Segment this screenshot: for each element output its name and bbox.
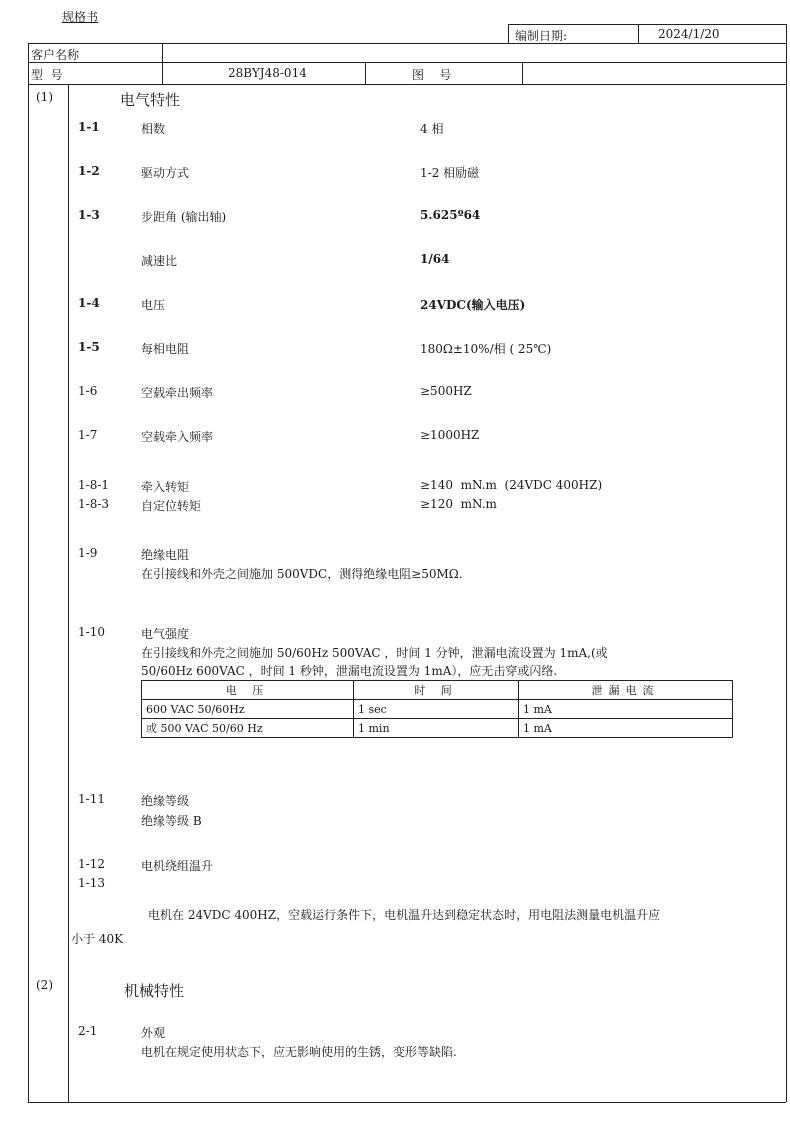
drawing-label: 图 号 (412, 68, 452, 82)
header-line-2 (28, 62, 786, 63)
header-line-1 (28, 43, 786, 44)
spec-number: 1-1 (78, 120, 100, 134)
spec-number: 1-5 (78, 340, 100, 354)
spec-label: 步距角 (输出轴) (141, 210, 227, 224)
table-cell: 或 500 VAC 50/60 Hz (142, 719, 354, 738)
spec-description: 电机在规定使用状态下，应无影响使用的生锈，变形等缺陷. (141, 1045, 457, 1059)
spec-value: ≥120 mN.m (420, 497, 497, 511)
spec-label: 每相电阻 (141, 342, 190, 356)
section-column-line (68, 84, 69, 1102)
spec-number: 1-12 (78, 857, 105, 871)
spec-label: 减速比 (141, 254, 178, 268)
spec-label: 空载牵出频率 (141, 386, 214, 400)
model-value: 28BYJ48-014 (228, 66, 307, 80)
frame-right (786, 24, 787, 1102)
section-1-number: (1) (36, 90, 53, 104)
spec-value: 1-2 相励磁 (420, 166, 480, 180)
spec-number: 1-8-1 (78, 478, 110, 492)
spec-label: 电压 (141, 298, 166, 312)
header-top-line (508, 24, 786, 25)
spec-number: 1-10 (78, 625, 105, 639)
spec-value: ≥1000HZ (420, 428, 480, 442)
spec-label: 电机绕组温升 (141, 859, 214, 873)
spec-number: 2-1 (78, 1024, 98, 1038)
spec-description: 小于 40K (71, 932, 124, 946)
spec-description: 电机在 24VDC 400HZ，空载运行条件下，电机温升达到稳定状态时，用电阻法测量电机温升应 (148, 908, 661, 922)
table-cell: 1 sec (354, 700, 519, 719)
table-header-row (142, 681, 733, 700)
spec-number: 1-4 (78, 296, 100, 310)
header-sep-date (508, 24, 509, 43)
spec-value: 绝缘等级 B (141, 814, 202, 828)
model-label: 型 号 (31, 68, 63, 82)
spec-label: 牵入转矩 (141, 480, 190, 494)
header-sep-model (365, 62, 366, 84)
spec-number: 1-11 (78, 792, 105, 806)
table-cell: 1 mA (519, 719, 733, 738)
spec-label: 绝缘电阻 (141, 548, 190, 562)
table-header-cell: 电 压 (142, 681, 354, 700)
table-header-cell: 时 间 (354, 681, 519, 700)
header-sep-label (162, 43, 163, 84)
spec-number: 1-6 (78, 384, 98, 398)
header-line-3 (28, 84, 786, 85)
header-sep-date-value (638, 24, 639, 43)
table-cell: 1 min (354, 719, 519, 738)
table-cell: 600 VAC 50/60Hz (142, 700, 354, 719)
table-cell: 1 mA (519, 700, 733, 719)
spec-value: ≥140 mN.m (24VDC 400HZ) (420, 478, 603, 492)
section-1-title: 电气特性 (120, 91, 181, 109)
spec-label: 电气强度 (141, 627, 190, 641)
spec-value: 5.625º64 (420, 208, 481, 222)
spec-description: 在引接线和外壳之间施加 50/60Hz 500VAC ，时间 1 分钟，泄漏电流设置为 1mA,(或 (141, 646, 608, 660)
spec-label: 绝缘等级 (141, 794, 190, 808)
spec-number: 1-7 (78, 428, 98, 442)
spec-value: ≥500HZ (420, 384, 472, 398)
frame-left (28, 43, 29, 1102)
spec-value: 4 相 (420, 122, 444, 136)
spec-label: 外观 (141, 1026, 166, 1040)
customer-label: 客户名称 (31, 48, 80, 62)
header-sep-drawing (522, 62, 523, 84)
spec-number: 1-2 (78, 164, 100, 178)
spec-value: 24VDC(输入电压) (420, 298, 526, 312)
spec-number: 1-9 (78, 546, 98, 560)
spec-number: 1-3 (78, 208, 100, 222)
date-value: 2024/1/20 (658, 27, 720, 41)
spec-value: 1/64 (420, 252, 450, 266)
spec-value: 180Ω±10%/相 ( 25℃) (420, 342, 552, 356)
bottom-line (28, 1102, 786, 1103)
table-row (142, 700, 733, 719)
spec-description: 在引接线和外壳之间施加 500VDC，测得绝缘电阻≥50MΩ. (141, 567, 463, 581)
spec-label: 相数 (141, 122, 166, 136)
spec-number: 1-8-3 (78, 497, 110, 511)
spec-label: 自定位转矩 (141, 499, 202, 513)
table-row (142, 719, 733, 738)
table-header-cell: 泄漏电流 (519, 681, 733, 700)
spec-label: 驱动方式 (141, 166, 190, 180)
spec-number: 1-13 (78, 876, 105, 890)
spec-label: 空载牵入频率 (141, 430, 214, 444)
section-2-number: (2) (36, 978, 53, 992)
dielectric-test-table (141, 680, 733, 738)
section-2-title: 机械特性 (124, 982, 185, 1000)
spec-description: 50/60Hz 600VAC ，时间 1 秒钟，泄漏电流设置为 1mA），应无击穿或闪络. (141, 664, 558, 678)
date-label: 编制日期: (515, 29, 568, 43)
doc-title: 规格书 (62, 10, 99, 24)
